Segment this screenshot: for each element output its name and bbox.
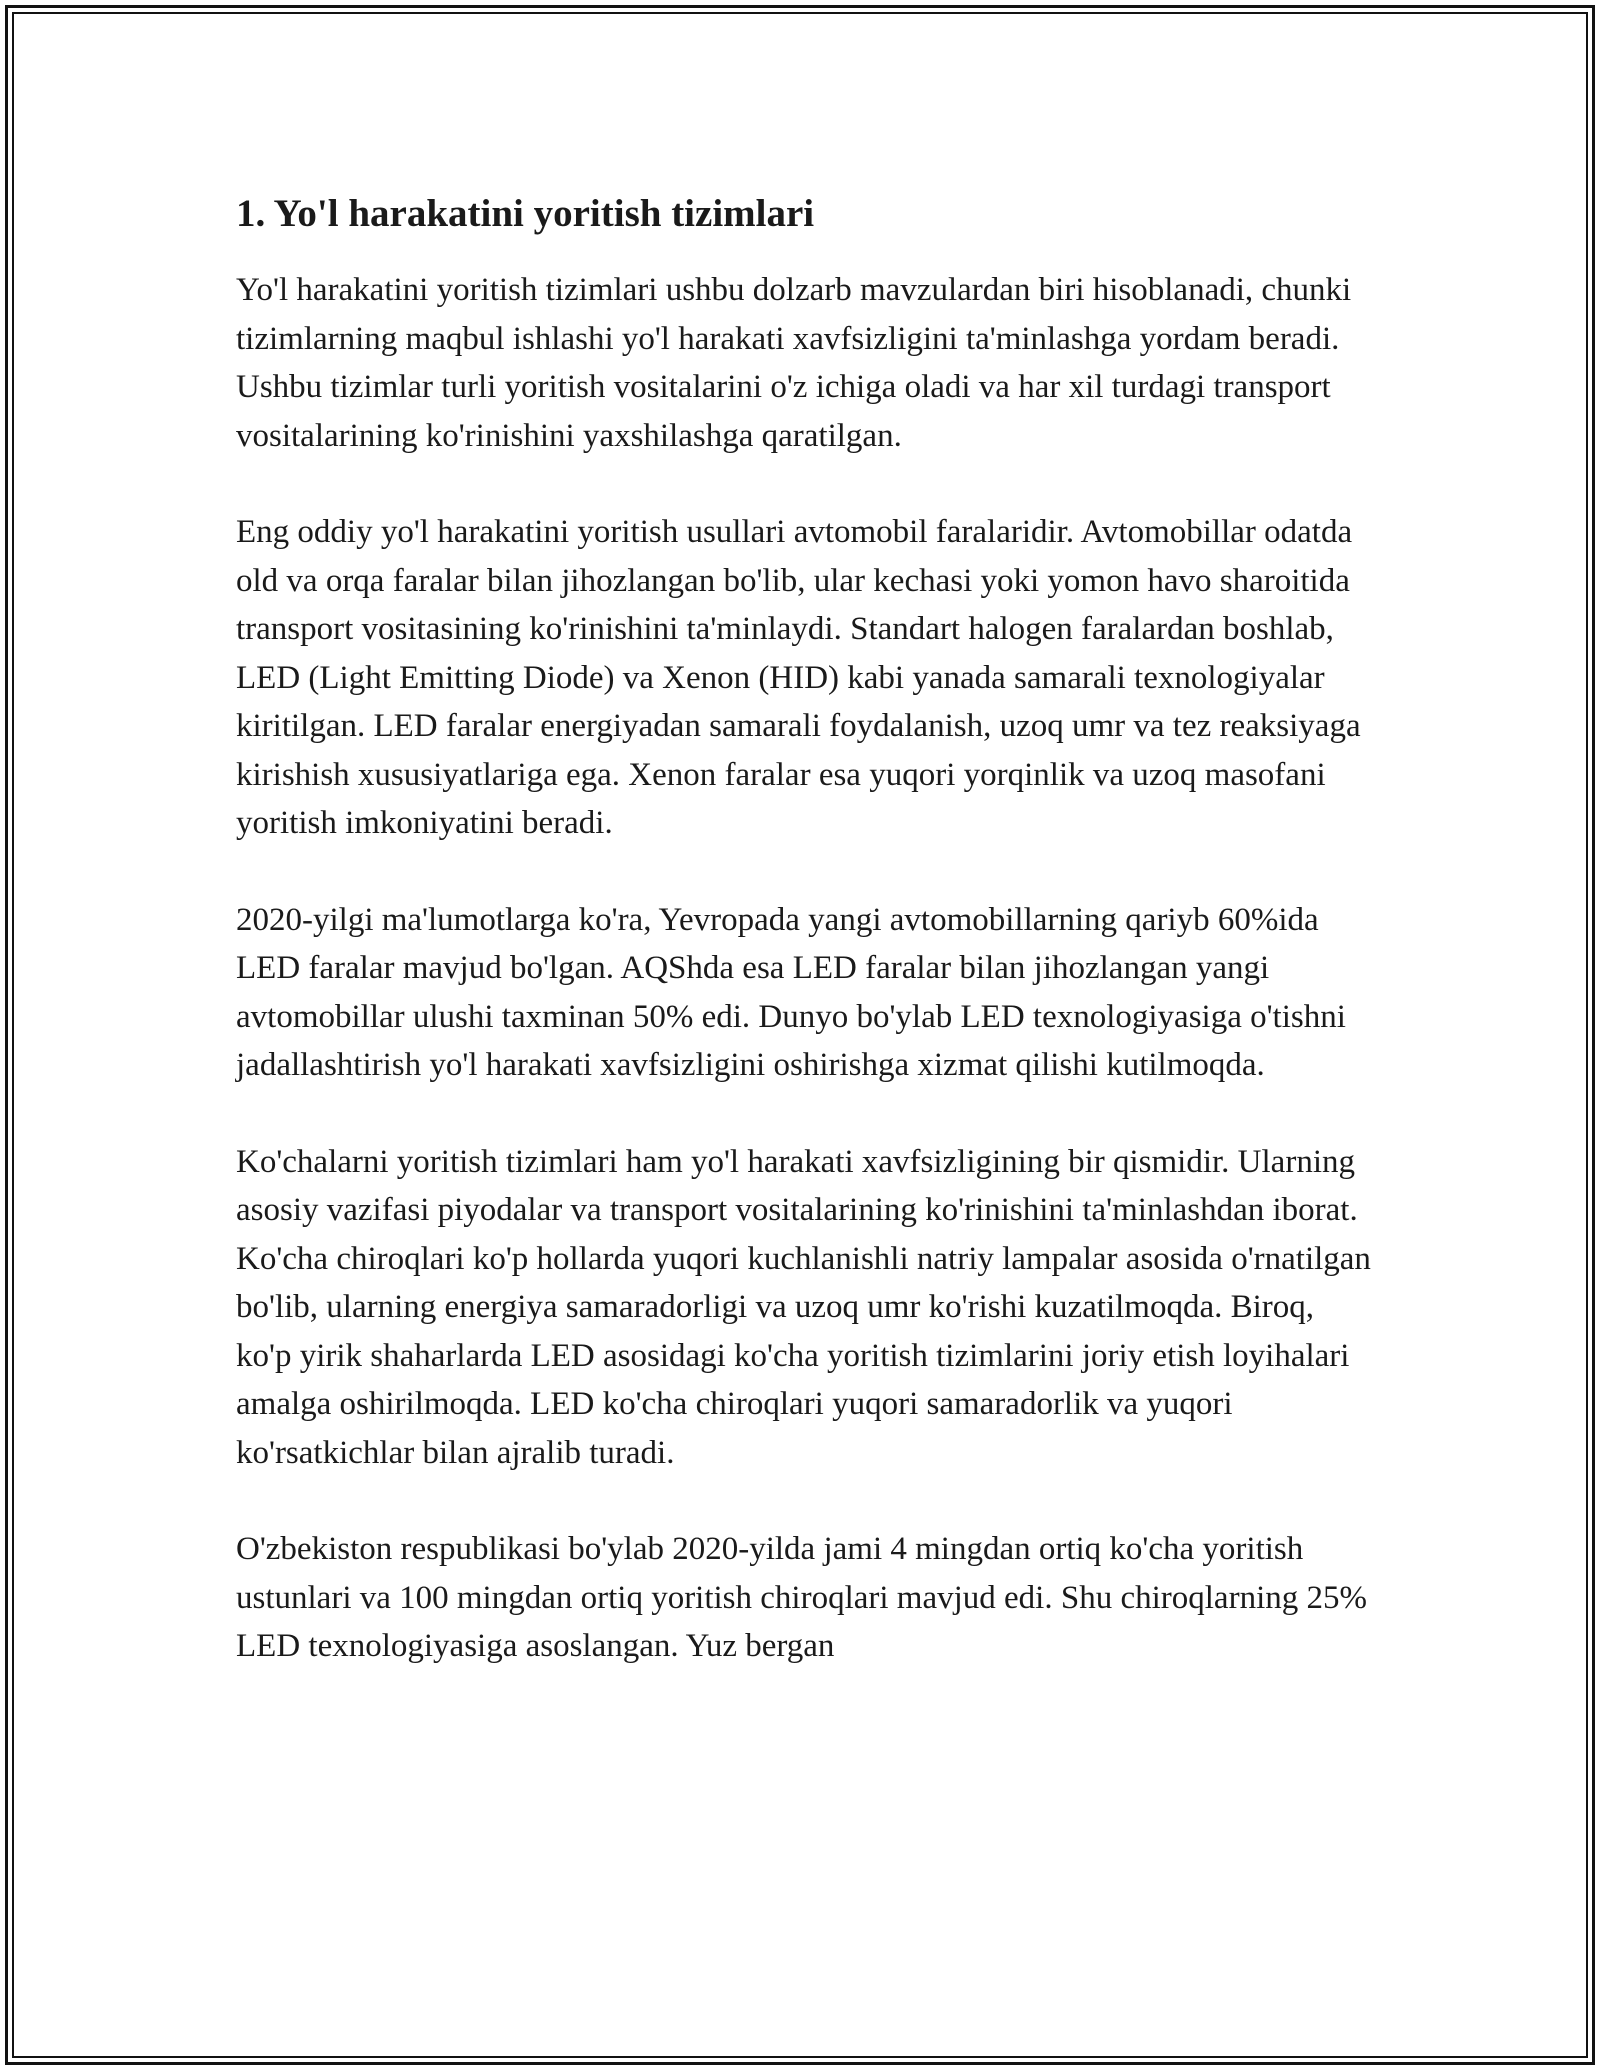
- document-body: [236, 186, 1376, 1719]
- paragraph-headlights: Eng oddiy yo'l harakatini yoritish usullari avtomobil faralaridir. Avtomobillar odatda old va orqa faralar bilan jihozlangan bo'lib, ular kechasi yoki yomon havo sharoitida transport vositasining ko'rinishini ta'minlaydi. Standart halogen faralardan boshlab, LED (Light Emitting Diode) va Xenon (HID) kabi yanada samarali texnologiyalar kiritilgan. LED faralar energiyadan samarali foydalanish, uzoq umr va tez reaksiyaga kirishish xususiyatlariga ega. Xenon faralar esa yuqori yorqinlik va uzoq masofani yoritish imkoniyatini beradi.: [236, 514, 1361, 841]
- paragraph-intro: Yo'l harakatini yoritish tizimlari ushbu dolzarb mavzulardan biri hisoblanadi, chunki tizimlarning maqbul ishlashi yo'l harakati xavfsizligini ta'minlashga yordam beradi. Ushbu tizimlar turli yoritish vositalarini o'z ichiga oladi va har xil turdagi transport vositalarining ko'rinishini yaxshilashga qaratilgan.: [236, 272, 1352, 454]
- paragraph-street-lighting: Ko'chalarni yoritish tizimlari ham yo'l harakati xavfsizligining bir qismidir. Ularning asosiy vazifasi piyodalar va transport vositalarining ko'rinishini ta'minlashdan iborat. Ko'cha chiroqlari ko'p hollarda yuqori kuchlanishli natriy lampalar asosida o'rnatilgan bo'lib, ularning energiya samaradorligi va uzoq umr ko'rishi kuzatilmoqda. Biroq, ko'p yirik shaharlarda LED asosidagi ko'cha yoritish tizimlarini joriy etish loyihalari amalga oshirilmoqda. LED ko'cha chiroqlari yuqori samaradorlik va yuqori ko'rsatkichlar bilan ajralib turadi.: [236, 1143, 1371, 1471]
- paragraph-led-statistics: 2020-yilgi ma'lumotlarga ko'ra, Yevropada yangi avtomobillarning qariyb 60%ida LED faralar mavjud bo'lgan. AQShda esa LED faralar bilan jihozlangan yangi avtomobillar ulushi taxminan 50% edi. Dunyo bo'ylab LED texnologiyasiga o'tishni jadallashtirish yo'l harakati xavfsizligini oshirishga xizmat qilishi kutilmoqda.: [236, 901, 1346, 1083]
- section-title: 1. Yo'l harakatini yoritish tizimlari: [236, 192, 815, 235]
- paragraph-uzbekistan: O'zbekiston respublikasi bo'ylab 2020-yilda jami 4 mingdan ortiq ko'cha yoritish ustunlari va 100 mingdan ortiq yoritish chiroqlari mavjud edi. Shu chiroqlarning 25% LED texnologiyasiga asoslangan. Yuz bergan: [236, 1531, 1367, 1664]
